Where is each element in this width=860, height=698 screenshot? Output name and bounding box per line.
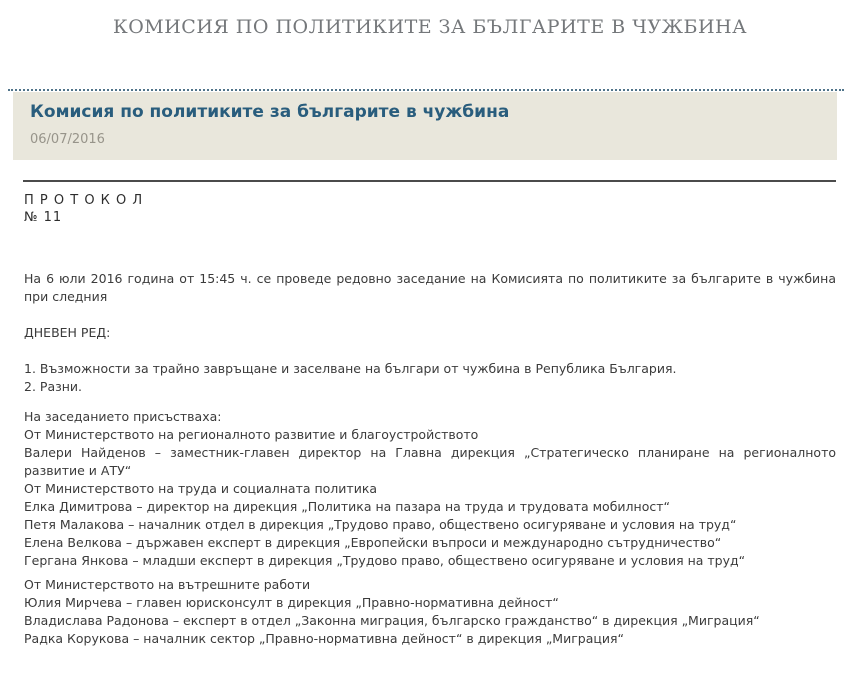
attendee-line: Валери Найденов – заместник-главен директор на Главна дирекция „Стратегическо планиране на регионалното развитие и АТУ“ [24, 445, 836, 478]
attendee-line: От Министерството на вътрешните работи [24, 577, 311, 592]
agenda-heading [24, 324, 836, 342]
intro-text: На 6 юли 2016 година от 15:45 ч. се проведе редовно заседание на Комисията по политиките за българите в чужбина при следния [24, 271, 836, 304]
site-title: КОМИСИЯ ПО ПОЛИТИКИТЕ ЗА БЪЛГАРИТЕ В ЧУЖБИНА [113, 16, 747, 38]
article-title-link[interactable]: Комисия по политиките за българите в чужбина [30, 102, 510, 122]
attendee-line: Елена Велкова – държавен експерт в дирекция „Европейски въпроси и международно сътрудничество“ [24, 535, 722, 550]
attendee-line: От Министерството на регионалното развитие и благоустройството [24, 427, 479, 442]
attendees-group-b [24, 570, 836, 648]
attendee-line: Радка Корукова – началник сектор „Правно-нормативна дейност“ в дирекция „Миграция“ [24, 631, 624, 646]
article-container [8, 89, 844, 160]
article-date: 06/07/2016 [30, 132, 105, 147]
agenda-item: 2. Разни. [24, 379, 83, 394]
paragraph-intro [24, 270, 836, 306]
agenda-item: 1. Възможности за трайно завръщане и заселване на българи от чужбина в Република България. [24, 361, 677, 376]
attendee-line: Гергана Янкова – младши експерт в дирекция „Трудово право, обществено осигуряване и условия на труд“ [24, 553, 746, 568]
protocol-body [24, 270, 836, 648]
agenda-list [24, 360, 836, 396]
attendee-line: Елка Димитрова – директор на дирекция „Политика на пазара на труда и трудовата мобилност“ [24, 499, 670, 514]
protocol-title: П Р О Т О К О Л [24, 193, 144, 208]
attendees-group-a [24, 408, 836, 570]
attendees-intro: На заседанието присъстваха: [24, 409, 222, 424]
protocol-number: № 11 [24, 210, 63, 225]
attendee-line: Петя Малакова – началник отдел в дирекция „Трудово право, обществено осигуряване и условия на труд“ [24, 517, 737, 532]
attendee-line: От Министерството на труда и социалната политика [24, 481, 378, 496]
agenda-heading-text: ДНЕВЕН РЕД: [24, 325, 111, 340]
divider-rule [23, 180, 836, 182]
article-header-panel [13, 92, 837, 160]
attendee-line: Владислава Радонова – експерт в отдел „Законна миграция, българско гражданство“ в дирекция „Миграция“ [24, 613, 760, 628]
protocol-heading [24, 192, 836, 226]
attendee-line: Юлия Мирчева – главен юрисконсулт в дирекция „Правно-нормативна дейност“ [24, 595, 559, 610]
